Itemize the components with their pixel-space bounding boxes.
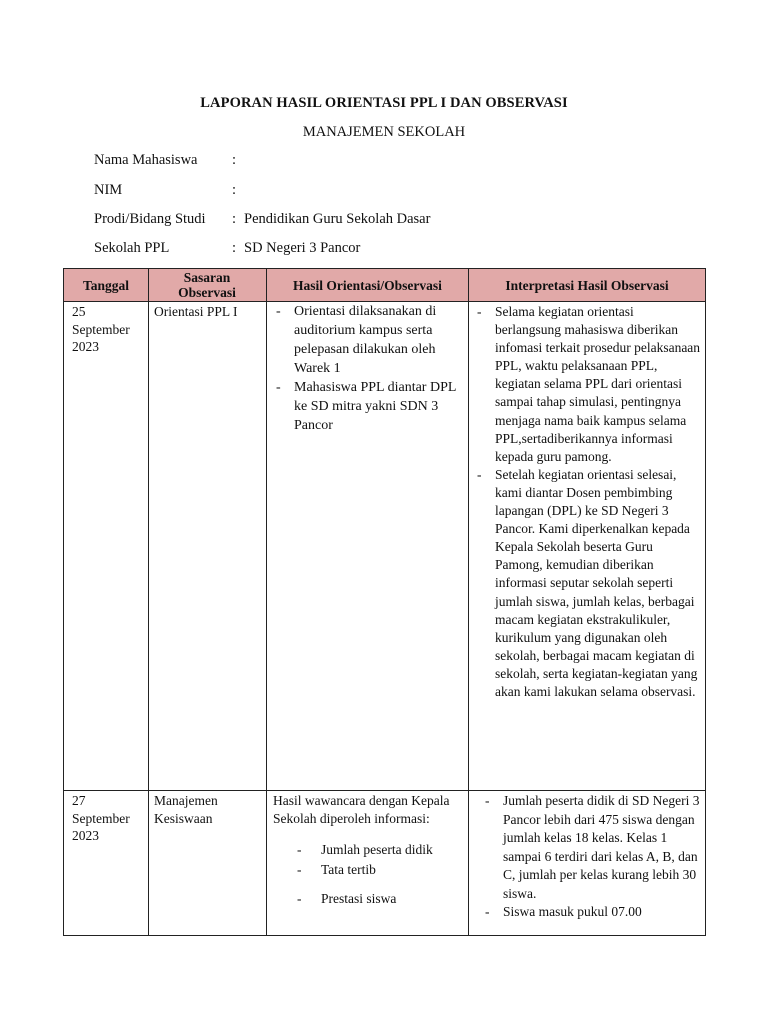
row2-target: Manajemen Kesiswaan — [154, 793, 218, 826]
header-tanggal: Tanggal — [82, 277, 130, 293]
field-colon: : — [232, 211, 237, 227]
table-border — [63, 790, 706, 791]
list-item — [485, 903, 703, 922]
interpretation-text: Jumlah peserta didik di SD Negeri 3 Pancor lebih dari 475 siswa dengan jumlah kelas 18 kelas. Kelas 1 sampai 6 terdiri dari kelas A, B, dan C, jumlah per kelas kurang lebih 30 siswa. — [503, 793, 700, 901]
interpretation-text: Selama kegiatan orientasi berlangsung mahasiswa diberikan infomasi terkait prosedur pelaksanaan PPL, waktu pelaksanaan PPL, kegiatan selama PPL dari orientasi sampai tahap simulasi, pentingnya menjaga nama baik kampus selama PPL,sertadiberikannya informasi kepada guru pamong. — [495, 304, 701, 464]
field-label: NIM — [94, 182, 123, 198]
bullet-dash: - — [297, 891, 302, 906]
list-item — [477, 303, 703, 466]
field-colon: : — [232, 152, 237, 168]
document-subtitle: MANAJEMEN SEKOLAH — [302, 124, 466, 140]
bullet-dash: - — [276, 304, 281, 319]
list-item — [273, 841, 465, 859]
row2-date: 27 September 2023 — [72, 793, 130, 843]
table-border — [63, 268, 64, 936]
bullet-dash: - — [276, 380, 281, 395]
row1-date: 25 September 2023 — [72, 304, 130, 354]
result-text: Mahasiswa PPL diantar DPL ke SD mitra yakni SDN 3 Pancor — [294, 380, 456, 433]
field-label: Sekolah PPL — [94, 240, 170, 256]
field-value: SD Negeri 3 Pancor — [244, 240, 361, 256]
header-hasil-orientasi: Hasil Orientasi/Observasi — [293, 277, 442, 293]
document-title: LAPORAN HASIL ORIENTASI PPL I DAN OBSERVASI — [200, 95, 568, 111]
bullet-dash: - — [485, 904, 490, 919]
bullet-dash: - — [477, 466, 482, 482]
row2-interpretations — [485, 792, 703, 922]
row1-interpretations — [477, 303, 703, 701]
row1-results — [276, 302, 464, 435]
bullet-dash: - — [477, 304, 482, 319]
interpretation-text: Setelah kegiatan orientasi selesai, kami diantar Dosen pembimbing lapangan (DPL) ke SD Negeri 3 Pancor. Kami diperkenalkan kepada Kepala Sekolah beserta Guru Pamong, kemudian diberikan informasi seputar sekolah seperti jumlah siswa, jumlah kelas, berbagai macam kegiatan ekstrakulikuler, kurikulum yang digunakan oleh sekolah, berbagai macam kegiatan di sekolah, serta kegiatan-kegiatan yang akan kami lakukan selama observasi. — [495, 466, 698, 699]
table-border — [266, 268, 267, 936]
field-label: Nama Mahasiswa — [94, 152, 198, 168]
list-item — [477, 466, 703, 701]
bullet-dash: - — [485, 793, 490, 808]
field-value: Pendidikan Guru Sekolah Dasar — [244, 211, 431, 227]
result-text: Prestasi siswa — [321, 891, 397, 906]
observation-table — [63, 268, 706, 936]
row1-target: Orientasi PPL I — [154, 304, 238, 319]
row2-results — [273, 792, 465, 908]
result-text: Jumlah peserta didik — [321, 842, 433, 857]
field-colon: : — [232, 182, 237, 198]
interpretation-text: Siswa masuk pukul 07.00 — [503, 904, 642, 919]
bullet-dash: - — [297, 861, 302, 877]
list-item — [276, 302, 464, 378]
header-interpretasi: Interpretasi Hasil Observasi — [505, 277, 669, 293]
result-text: Orientasi dilaksanakan di auditorium kampus serta pelepasan dilakukan oleh Warek 1 — [294, 304, 437, 376]
list-item — [273, 861, 465, 879]
field-label: Prodi/Bidang Studi — [94, 211, 206, 227]
list-item — [276, 378, 464, 435]
list-item — [485, 792, 703, 903]
bullet-dash: - — [297, 842, 302, 857]
results-intro: Hasil wawancara dengan Kepala Sekolah diperoleh informasi: — [273, 793, 450, 826]
table-border — [705, 268, 706, 936]
header-sasaran-observasi: Sasaran Observasi — [178, 270, 236, 300]
table-border — [468, 268, 469, 936]
result-text: Tata tertib — [321, 861, 376, 877]
list-item — [273, 890, 465, 908]
table-border — [148, 268, 149, 936]
field-colon: : — [232, 240, 237, 256]
table-border — [63, 935, 706, 936]
